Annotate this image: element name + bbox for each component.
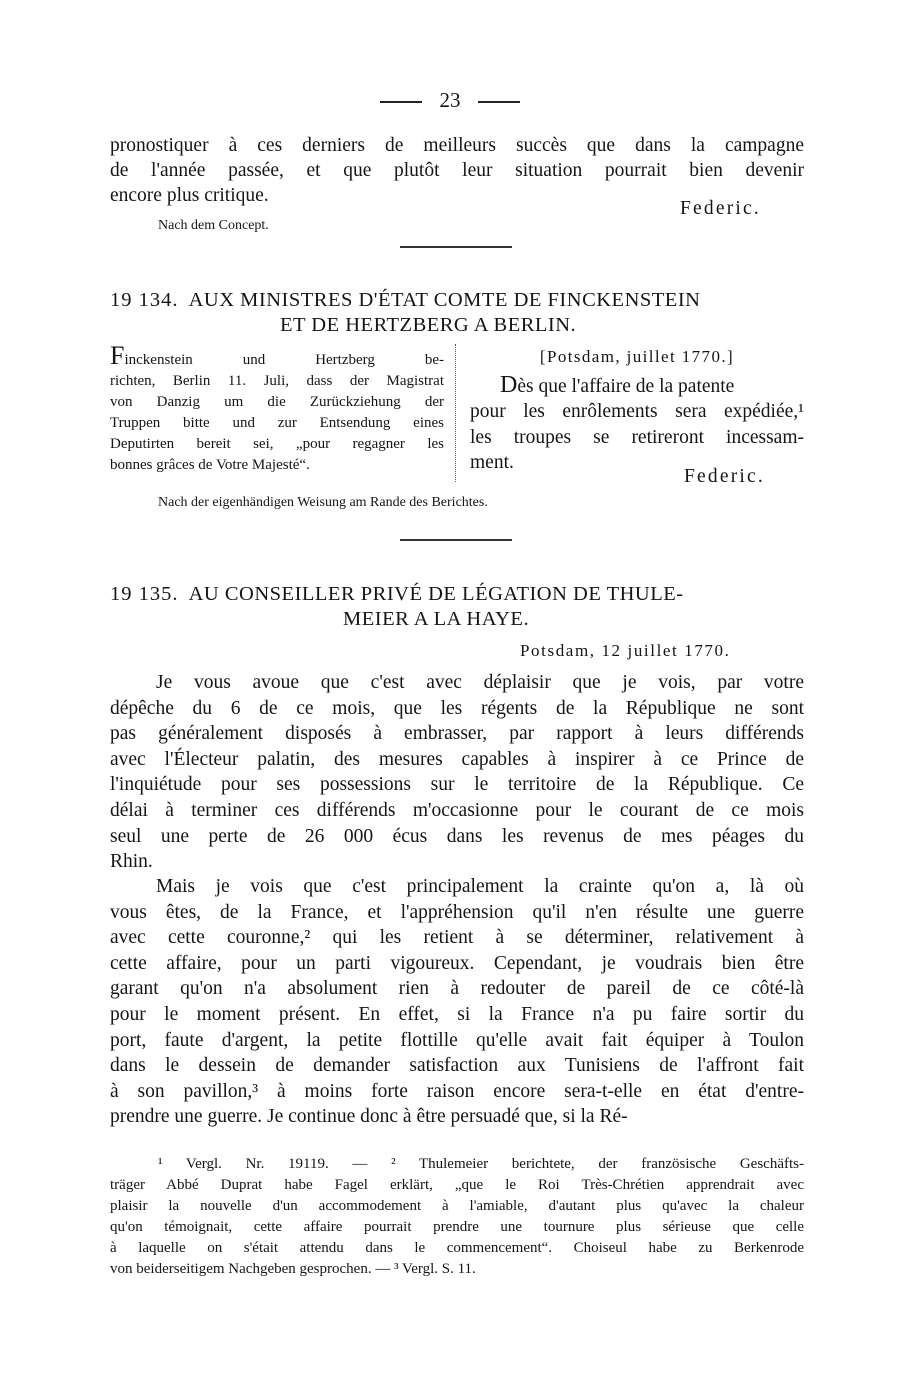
source-note: Nach dem Concept.	[158, 218, 269, 233]
paragraph-line: vous êtes, de la France, et l'appréhension qu'il n'en résulte une guerre	[110, 901, 804, 923]
summary-line: bonnes grâces de Votre Majesté“.	[110, 457, 310, 473]
paragraph-line: délai à terminer ces différends m'occasionne pour le courant de ce mois	[110, 800, 804, 821]
paragraph-line: pour le moment présent. En effet, si la France n'a pu faire sortir du	[110, 1004, 804, 1025]
continuation-line: pronostiquer à ces derniers de meilleurs succès que dans la campagne	[110, 135, 804, 156]
footnote-line: träger Abbé Duprat habe Fagel erklärt, „que le Roi Très-Chrétien apprendrait avec	[110, 1177, 804, 1193]
letter-heading	[110, 289, 804, 312]
letter-heading	[110, 583, 804, 606]
body-line-text: ès que l'affaire de la patente	[517, 375, 735, 397]
body-line: les troupes se retireront incessam-	[470, 426, 804, 448]
paragraph-line: Mais je vois que c'est principalement la crainte qu'on a, là où	[156, 876, 804, 897]
paragraph-line: prendre une guerre. Je continue donc à être persuadé que, si la Ré-	[110, 1106, 628, 1128]
paragraph-line: pas généralement disposés à embrasser, par rapport à leurs différends	[110, 723, 804, 745]
continuation-line: de l'année passée, et que plutôt leur situation pourrait bien devenir	[110, 160, 804, 181]
column-separator	[455, 344, 456, 482]
letter-number: 19 134.	[110, 289, 179, 311]
source-note: Nach der eigenhändigen Weisung am Rande des Berichtes.	[158, 495, 488, 510]
header-dash-left	[380, 101, 422, 103]
paragraph-line: l'inquiétude pour ses possessions sur le territoire de la République. Ce	[110, 774, 804, 796]
place-date: Potsdam, 12 juillet 1770.	[520, 641, 731, 660]
page-header	[0, 88, 900, 113]
paragraph-line: dépêche du 6 de ce mois, que les régents de la République ne sont	[110, 697, 804, 719]
letter-body-column	[470, 344, 804, 476]
summary-line	[110, 341, 444, 371]
letter-title: AU CONSEILLER PRIVÉ DE LÉGATION DE THULE-	[188, 583, 684, 605]
footnote-line: plaisir la nouvelle d'un accommodement à l'amiable, d'autant plus qu'avec la chaleur	[110, 1198, 804, 1214]
summary-line: von Danzig um die Zurückziehung der	[110, 394, 444, 410]
letter-number: 19 135.	[110, 583, 179, 605]
body-line: ment.	[470, 452, 514, 473]
letter-title: AUX MINISTRES D'ÉTAT COMTE DE FINCKENSTEIN	[188, 289, 701, 311]
letter-title-continued: ET DE HERTZBERG A BERLIN.	[280, 314, 577, 336]
drop-initial: D	[500, 371, 518, 398]
summary-line: richten, Berlin 11. Juli, dass der Magistrat	[110, 373, 444, 389]
paragraph-line: cette affaire, pour un parti vigoureux. Cependant, je voudrais bien être	[110, 952, 804, 974]
body-line: pour les enrôlements sera expédiée,¹	[470, 401, 804, 422]
paragraph-line: dans le dessein de demander satisfaction aux Tunisiens de l'affront fait	[110, 1055, 804, 1077]
paragraph-line: à son pavillon,³ à moins forte raison encore sera-t-elle en état d'entre-	[110, 1080, 804, 1102]
summary-line: Truppen bitte und zur Entsendung eines	[110, 415, 444, 431]
footnote-line: ¹ Vergl. Nr. 19119. — ² Thulemeier berichtete, der französische Geschäfts-	[158, 1156, 804, 1172]
signature: Federic.	[680, 198, 761, 219]
continuation-line: encore plus critique.	[110, 185, 269, 206]
body-line	[470, 371, 804, 400]
page-number: 23	[439, 88, 461, 112]
signature: Federic.	[684, 466, 765, 487]
summary-line: Deputirten bereit sei, „pour regagner les	[110, 436, 444, 452]
place-date: [Potsdam, juillet 1770.]	[539, 347, 735, 366]
footnote-line: qu'on témoignait, cette affaire pourrait prendre une tournure plus sérieuse que celle	[110, 1219, 804, 1235]
summary-column	[110, 341, 444, 476]
letter-title-continued: MEIER A LA HAYE.	[343, 608, 530, 630]
paragraph-line: port, faute d'argent, la petite flottille qu'elle avait fait équiper à Toulon	[110, 1029, 804, 1051]
paragraph-line: avec l'Électeur palatin, des mesures capables à inspirer à ce Prince de	[110, 748, 804, 770]
footnote-line: von beiderseitigem Nachgeben gesprochen. — ³ Vergl. S. 11.	[110, 1261, 476, 1277]
drop-initial: F	[110, 341, 125, 370]
footnote-line: à laquelle on s'était attendu dans le commencement“. Choiseul habe zu Berkenrode	[110, 1240, 804, 1256]
paragraph-line: seul une perte de 26 000 écus dans les revenus de mes péages du	[110, 825, 804, 847]
paragraph-line: Rhin.	[110, 851, 153, 873]
summary-line-text: inckenstein und Hertzberg be-	[124, 352, 444, 368]
paragraph-line: avec cette couronne,² qui les retient à se déterminer, relativement à	[110, 927, 804, 949]
paragraph-line: garant qu'on n'a absolument rien à redouter de pareil de ce côté-là	[110, 978, 804, 1000]
section-divider	[400, 539, 512, 541]
section-divider	[400, 246, 512, 248]
header-dash-right	[478, 101, 520, 103]
paragraph-line: Je vous avoue que c'est avec déplaisir que je vois, par votre	[156, 672, 804, 693]
